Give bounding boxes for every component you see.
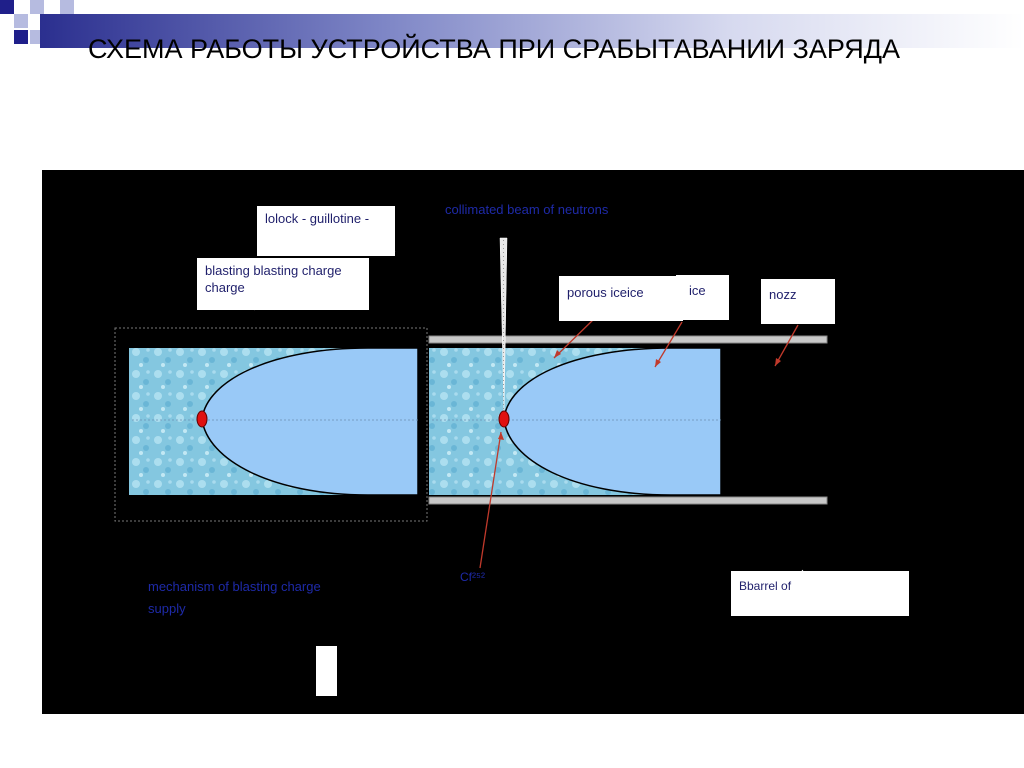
neutron-beam-label: collimated beam of neutrons bbox=[445, 202, 609, 217]
header-square-1 bbox=[0, 0, 14, 14]
diagram-panel bbox=[42, 170, 1024, 714]
blasting-charge-marker-left bbox=[197, 411, 207, 427]
barrel-pipe-bottom bbox=[429, 497, 827, 504]
nozzle-label bbox=[761, 279, 835, 324]
header-square-5 bbox=[14, 30, 28, 44]
lock-guillotine-label bbox=[257, 206, 395, 256]
blasting-charge-text: blasting blasting charge charge bbox=[205, 263, 342, 295]
barrel-pipe-top bbox=[429, 336, 827, 343]
cf-source-label: Cf²⁵² bbox=[460, 570, 485, 584]
header-square-3 bbox=[30, 0, 44, 14]
slide-title: СХЕМА РАБОТЫ УСТРОЙСТВА ПРИ СРАБЫТАВАНИИ ЗАРЯДА bbox=[88, 34, 901, 64]
barrel-text: Bbarrel of bbox=[739, 579, 792, 593]
lock-guillotine-text: lolock - guillotine - bbox=[265, 211, 370, 226]
supply-mechanism-label: mechanism of blasting charge supply bbox=[148, 579, 321, 616]
porous-ice-text: porous iceice bbox=[567, 285, 644, 300]
arrow-nozzle-head bbox=[775, 358, 781, 366]
device-diagram bbox=[42, 170, 1024, 714]
cf-source-marker bbox=[499, 411, 509, 427]
ice-text: ice bbox=[689, 283, 706, 298]
blasting-charge-label bbox=[197, 258, 369, 310]
header-square-2 bbox=[14, 14, 28, 28]
header-square-7 bbox=[60, 0, 74, 14]
supply-mechanism-rod bbox=[316, 646, 337, 696]
barrel-label bbox=[731, 571, 909, 616]
porous-ice-label bbox=[559, 276, 683, 321]
nozzle-text: nozz bbox=[769, 287, 797, 302]
ice-label bbox=[676, 275, 729, 320]
